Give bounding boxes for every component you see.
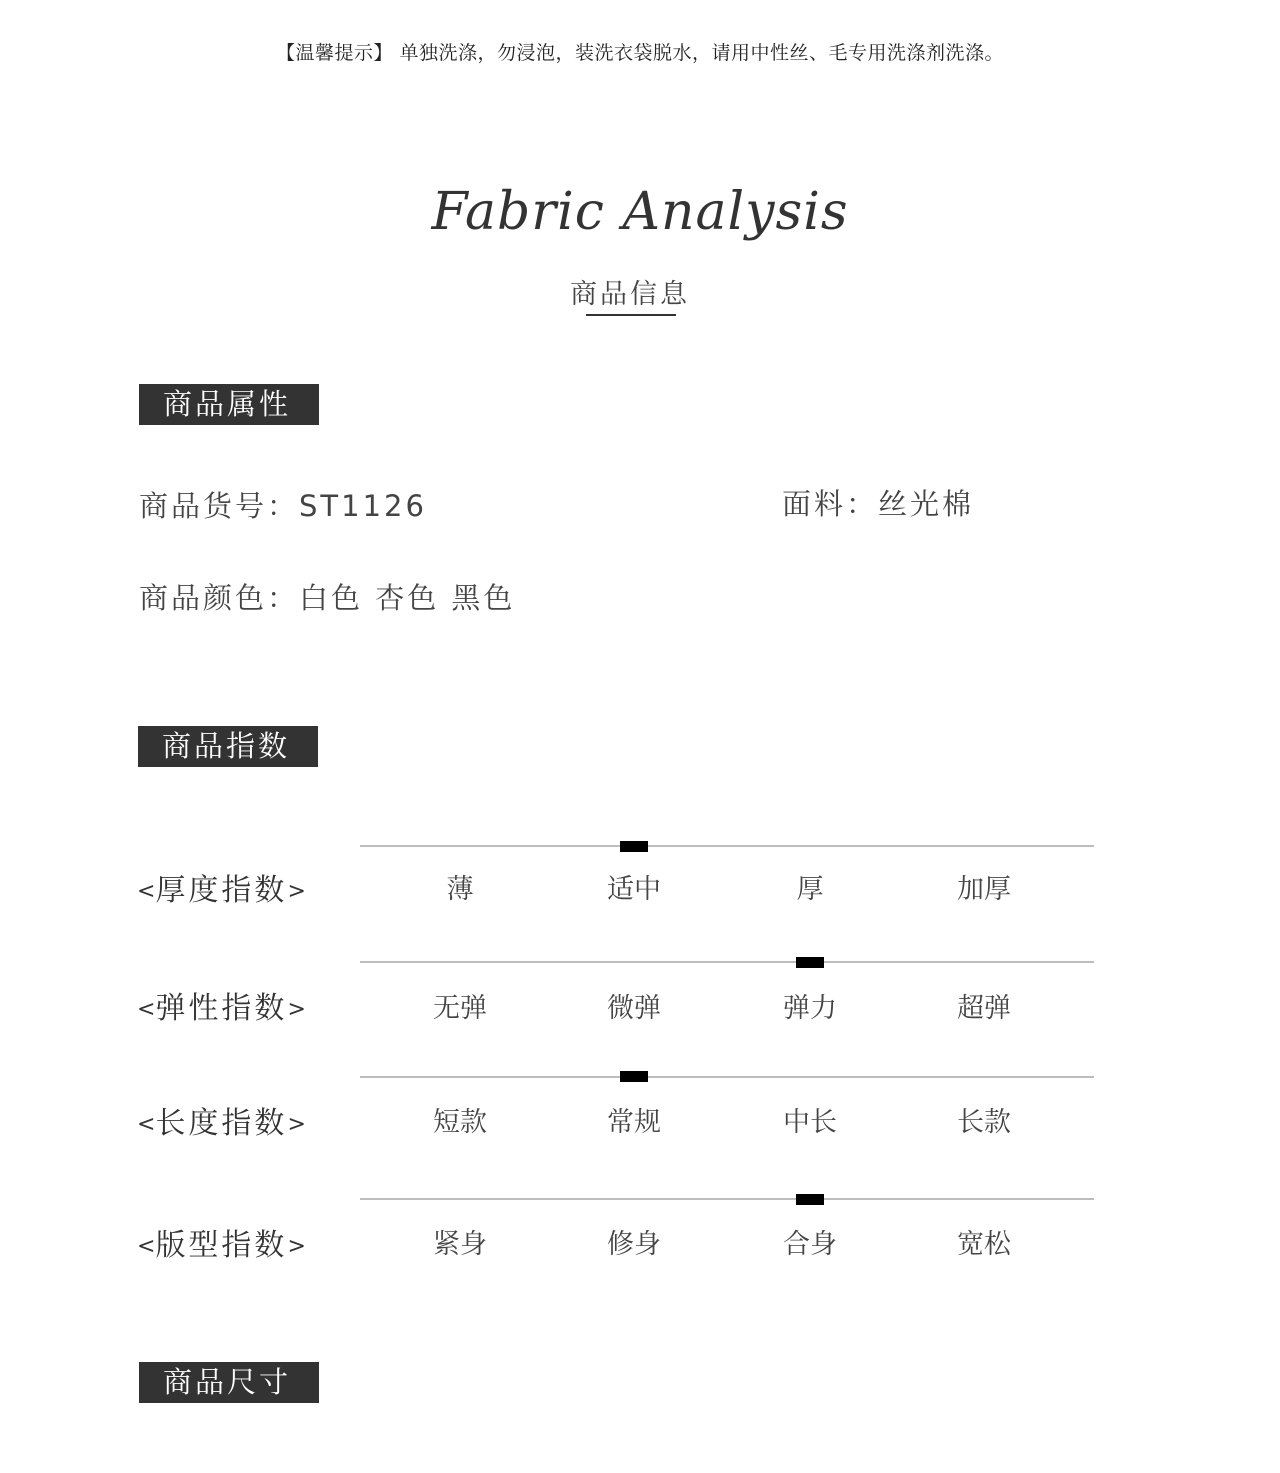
index-option: 厚 — [796, 874, 824, 905]
section-tag-indices: 商品指数 — [138, 726, 318, 767]
index-option: 微弹 — [607, 993, 661, 1024]
index-row-elasticity — [0, 952, 1280, 1052]
section-tag-attributes: 商品属性 — [139, 384, 319, 425]
index-option: 无弹 — [433, 993, 487, 1024]
section-tag-size: 商品尺寸 — [139, 1362, 319, 1403]
index-track — [360, 845, 1094, 847]
index-label: <厚度指数> — [137, 873, 306, 908]
index-option: 紧身 — [433, 1229, 487, 1260]
page-title-en: Fabric Analysis — [431, 182, 849, 242]
index-label: <弹性指数> — [137, 991, 306, 1026]
index-option: 合身 — [783, 1229, 837, 1260]
attr-fabric: 面料：丝光棉 — [782, 487, 975, 521]
index-option: 修身 — [607, 1229, 661, 1260]
index-option: 加厚 — [957, 874, 1011, 905]
index-option: 薄 — [446, 874, 474, 905]
index-track — [360, 1076, 1094, 1078]
index-marker — [620, 1071, 648, 1082]
index-marker — [796, 957, 824, 968]
index-label: <版型指数> — [137, 1228, 306, 1263]
index-option: 适中 — [607, 874, 661, 905]
index-option: 短款 — [433, 1107, 487, 1138]
index-option: 宽松 — [957, 1229, 1011, 1260]
index-option: 弹力 — [783, 993, 837, 1024]
index-row-length — [0, 1066, 1280, 1166]
attr-item-no: 商品货号：ST1126 — [139, 489, 427, 523]
index-option: 中长 — [783, 1107, 837, 1138]
page-title-cn: 商品信息 — [570, 279, 690, 310]
index-option: 长款 — [957, 1107, 1011, 1138]
index-track — [360, 1198, 1094, 1200]
index-marker — [620, 841, 648, 852]
attr-colors: 商品颜色：白色 杏色 黑色 — [139, 581, 516, 615]
index-row-thickness — [0, 835, 1280, 935]
index-option: 超弹 — [957, 993, 1011, 1024]
title-underline — [586, 314, 676, 316]
index-track — [360, 961, 1094, 963]
index-marker — [796, 1194, 824, 1205]
index-option: 常规 — [607, 1107, 661, 1138]
index-row-fit — [0, 1188, 1280, 1288]
index-label: <长度指数> — [137, 1106, 306, 1141]
care-notice: 【温馨提示】 单独洗涤，勿浸泡，装洗衣袋脱水，请用中性丝、毛专用洗涤剂洗涤。 — [275, 42, 1005, 64]
